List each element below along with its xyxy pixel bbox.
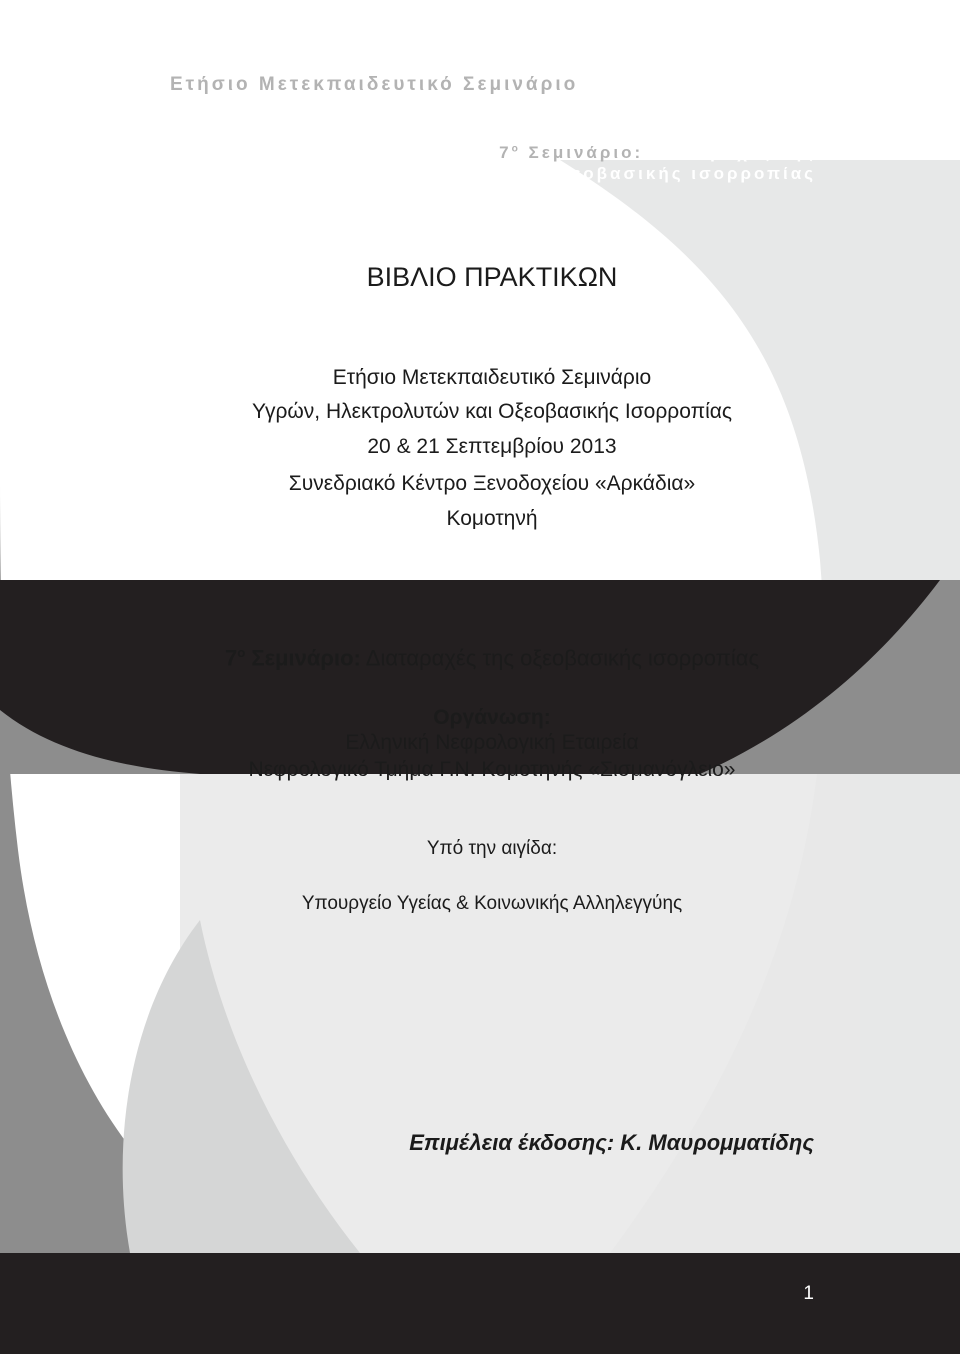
- organization-label: Οργάνωση:: [433, 706, 551, 729]
- header-seminar-line1: [499, 143, 816, 163]
- info-line-venue: Συνεδριακό Κέντρο Ξενοδοχείου «Αρκάδια»: [288, 472, 696, 495]
- info-line-event: Ετήσιο Μετεκπαιδευτικό Σεμινάριο: [332, 366, 652, 389]
- page-number: 1: [803, 1283, 814, 1304]
- header-band: [0, 0, 960, 194]
- aegis-entity: Υπουργείο Υγείας & Κοινωνικής Αλληλεγγύης: [301, 893, 683, 914]
- seminar-topic: Διαταραχές της οξεοβασικής ισορροπίας: [365, 645, 760, 671]
- document-title: ΒΙΒΛΙΟ ΠΡΑΚΤΙΚΩΝ: [366, 262, 618, 292]
- header-seminar-topic-line1: Διαταραχές της: [650, 143, 816, 162]
- header-seminar-number: 7: [499, 143, 512, 162]
- header-seminar-topic-line2: οξεοβασικής ισορροπίας: [548, 164, 816, 183]
- info-line-subject: Υγρών, Ηλεκτρολυτών και Οξεοβασικής Ισορροπίας: [251, 400, 733, 423]
- aegis-label: Υπό την αιγίδα:: [426, 838, 558, 859]
- organization-line-department: Νεφρολογικό Τμήμα Γ.Ν. Κομοτηνής «Σισμανόγλειο»: [248, 758, 736, 781]
- organization-line-society: Ελληνική Νεφρολογική Εταιρεία: [345, 731, 639, 754]
- info-line-dates: 20 & 21 Σεπτεμβρίου 2013: [367, 435, 617, 458]
- header-seminar-label: Σεμινάριο:: [528, 143, 644, 162]
- editor-credit: Επιμέλεια έκδοσης: Κ. Μαυρομματίδης: [409, 1130, 814, 1155]
- header-title-line1: Ετήσιο Μετεκπαιδευτικό Σεμινάριο: [170, 74, 579, 95]
- footer-band: [0, 1253, 960, 1354]
- header-seminar-suffix: ο: [511, 143, 521, 155]
- seminar-suffix: ο: [237, 645, 246, 660]
- header-title-line2: Υγρών, Ηλεκτρολυτών & Οξεοβασικής Ισορροπίας: [170, 97, 758, 118]
- seminar-heading: [0, 645, 960, 671]
- seminar-number: 7: [224, 645, 238, 671]
- info-line-city: Κομοτηνή: [446, 507, 538, 530]
- seminar-label: Σεμινάριο:: [251, 645, 361, 671]
